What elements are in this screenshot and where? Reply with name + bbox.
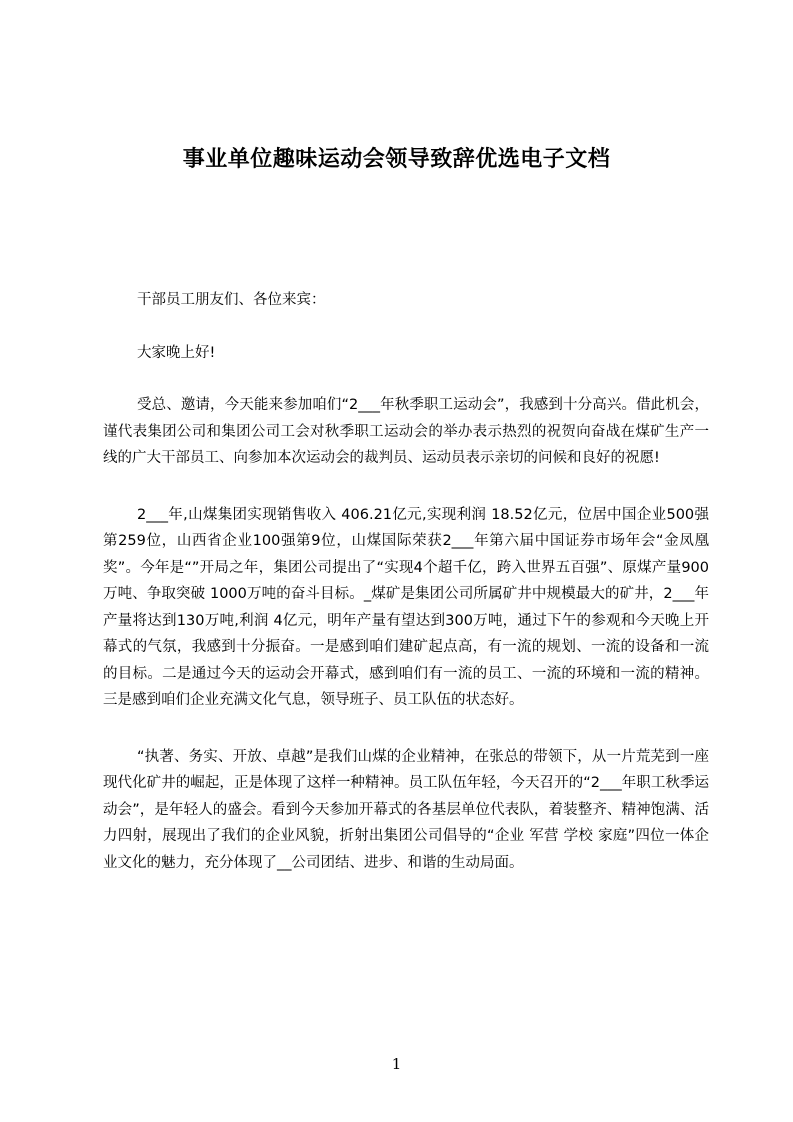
salutation: 干部员工朋友们、各位来宾：	[137, 292, 326, 308]
document-body	[103, 287, 709, 876]
paragraph-spacer	[103, 366, 709, 392]
greeting: 大家晚上好!	[137, 344, 216, 361]
paragraph-spacer	[103, 714, 709, 744]
document-title: 事业单位趣味运动会领导致辞优选电子文档	[182, 147, 611, 172]
paragraph-spacer	[103, 314, 709, 340]
page-number: 1	[391, 1055, 402, 1073]
body-paragraph-1: 受总、邀请，今天能来参加咱们“2___年秋季职工运动会”，我感到十分高兴。借此机会，谨代表集团公司和集团公司工会对秋季职工运动会的举办表示热烈的祝贺向奋战在煤矿生产一线的广大干部员工、向参加本次运动会的裁判员、运动员表示亲切的问候和良好的祝愿!	[103, 397, 709, 466]
paragraph-spacer	[103, 472, 709, 502]
body-paragraph-3: “执著、务实、开放、卓越”是我们山煤的企业精神，在张总的带领下，从一片荒芜到一座现代化矿井的崛起，正是体现了这样一种精神。员工队伍年轻，今天召开的“2___年职工秋季运动会”，是年轻人的盛会。看到今天参加开幕式的各基层单位代表队，着装整齐、精神饱满、活力四射，展现出了我们的企业风貌，折射出集团公司倡导的“企业 军营 学校 家庭”四位一体企业文化的魅力，充分体现了__公司团结、进步、和谐的生动局面。	[103, 748, 709, 871]
body-paragraph-2: 2___年,山煤集团实现销售收入 406.21亿元,实现利润 18.52亿元，位居中国企业500强第259位，山西省企业100强第9位，山煤国际荣获2___年第六届中国证券市场年会“金凤凰奖”。今年是“”开局之年，集团公司提出了“实现4个超千亿，跨入世界五百强”、原煤产量900万吨、争取突破 1000万吨的奋斗目标。_煤矿是集团公司所属矿井中规模最大的矿井，2___年产量将达到130万吨,利润 4亿元，明年产量有望达到300万吨，通过下午的参观和今天晚上开幕式的气氛，我感到十分振奋。一是感到咱们建矿起点高，有一流的规划、一流的设备和一流的目标。二是通过今天的运动会开幕式，感到咱们有一流的员工、一流的环境和一流的精神。三是感到咱们企业充满文化气息，领导班子、员工队伍的状态好。	[103, 506, 709, 708]
